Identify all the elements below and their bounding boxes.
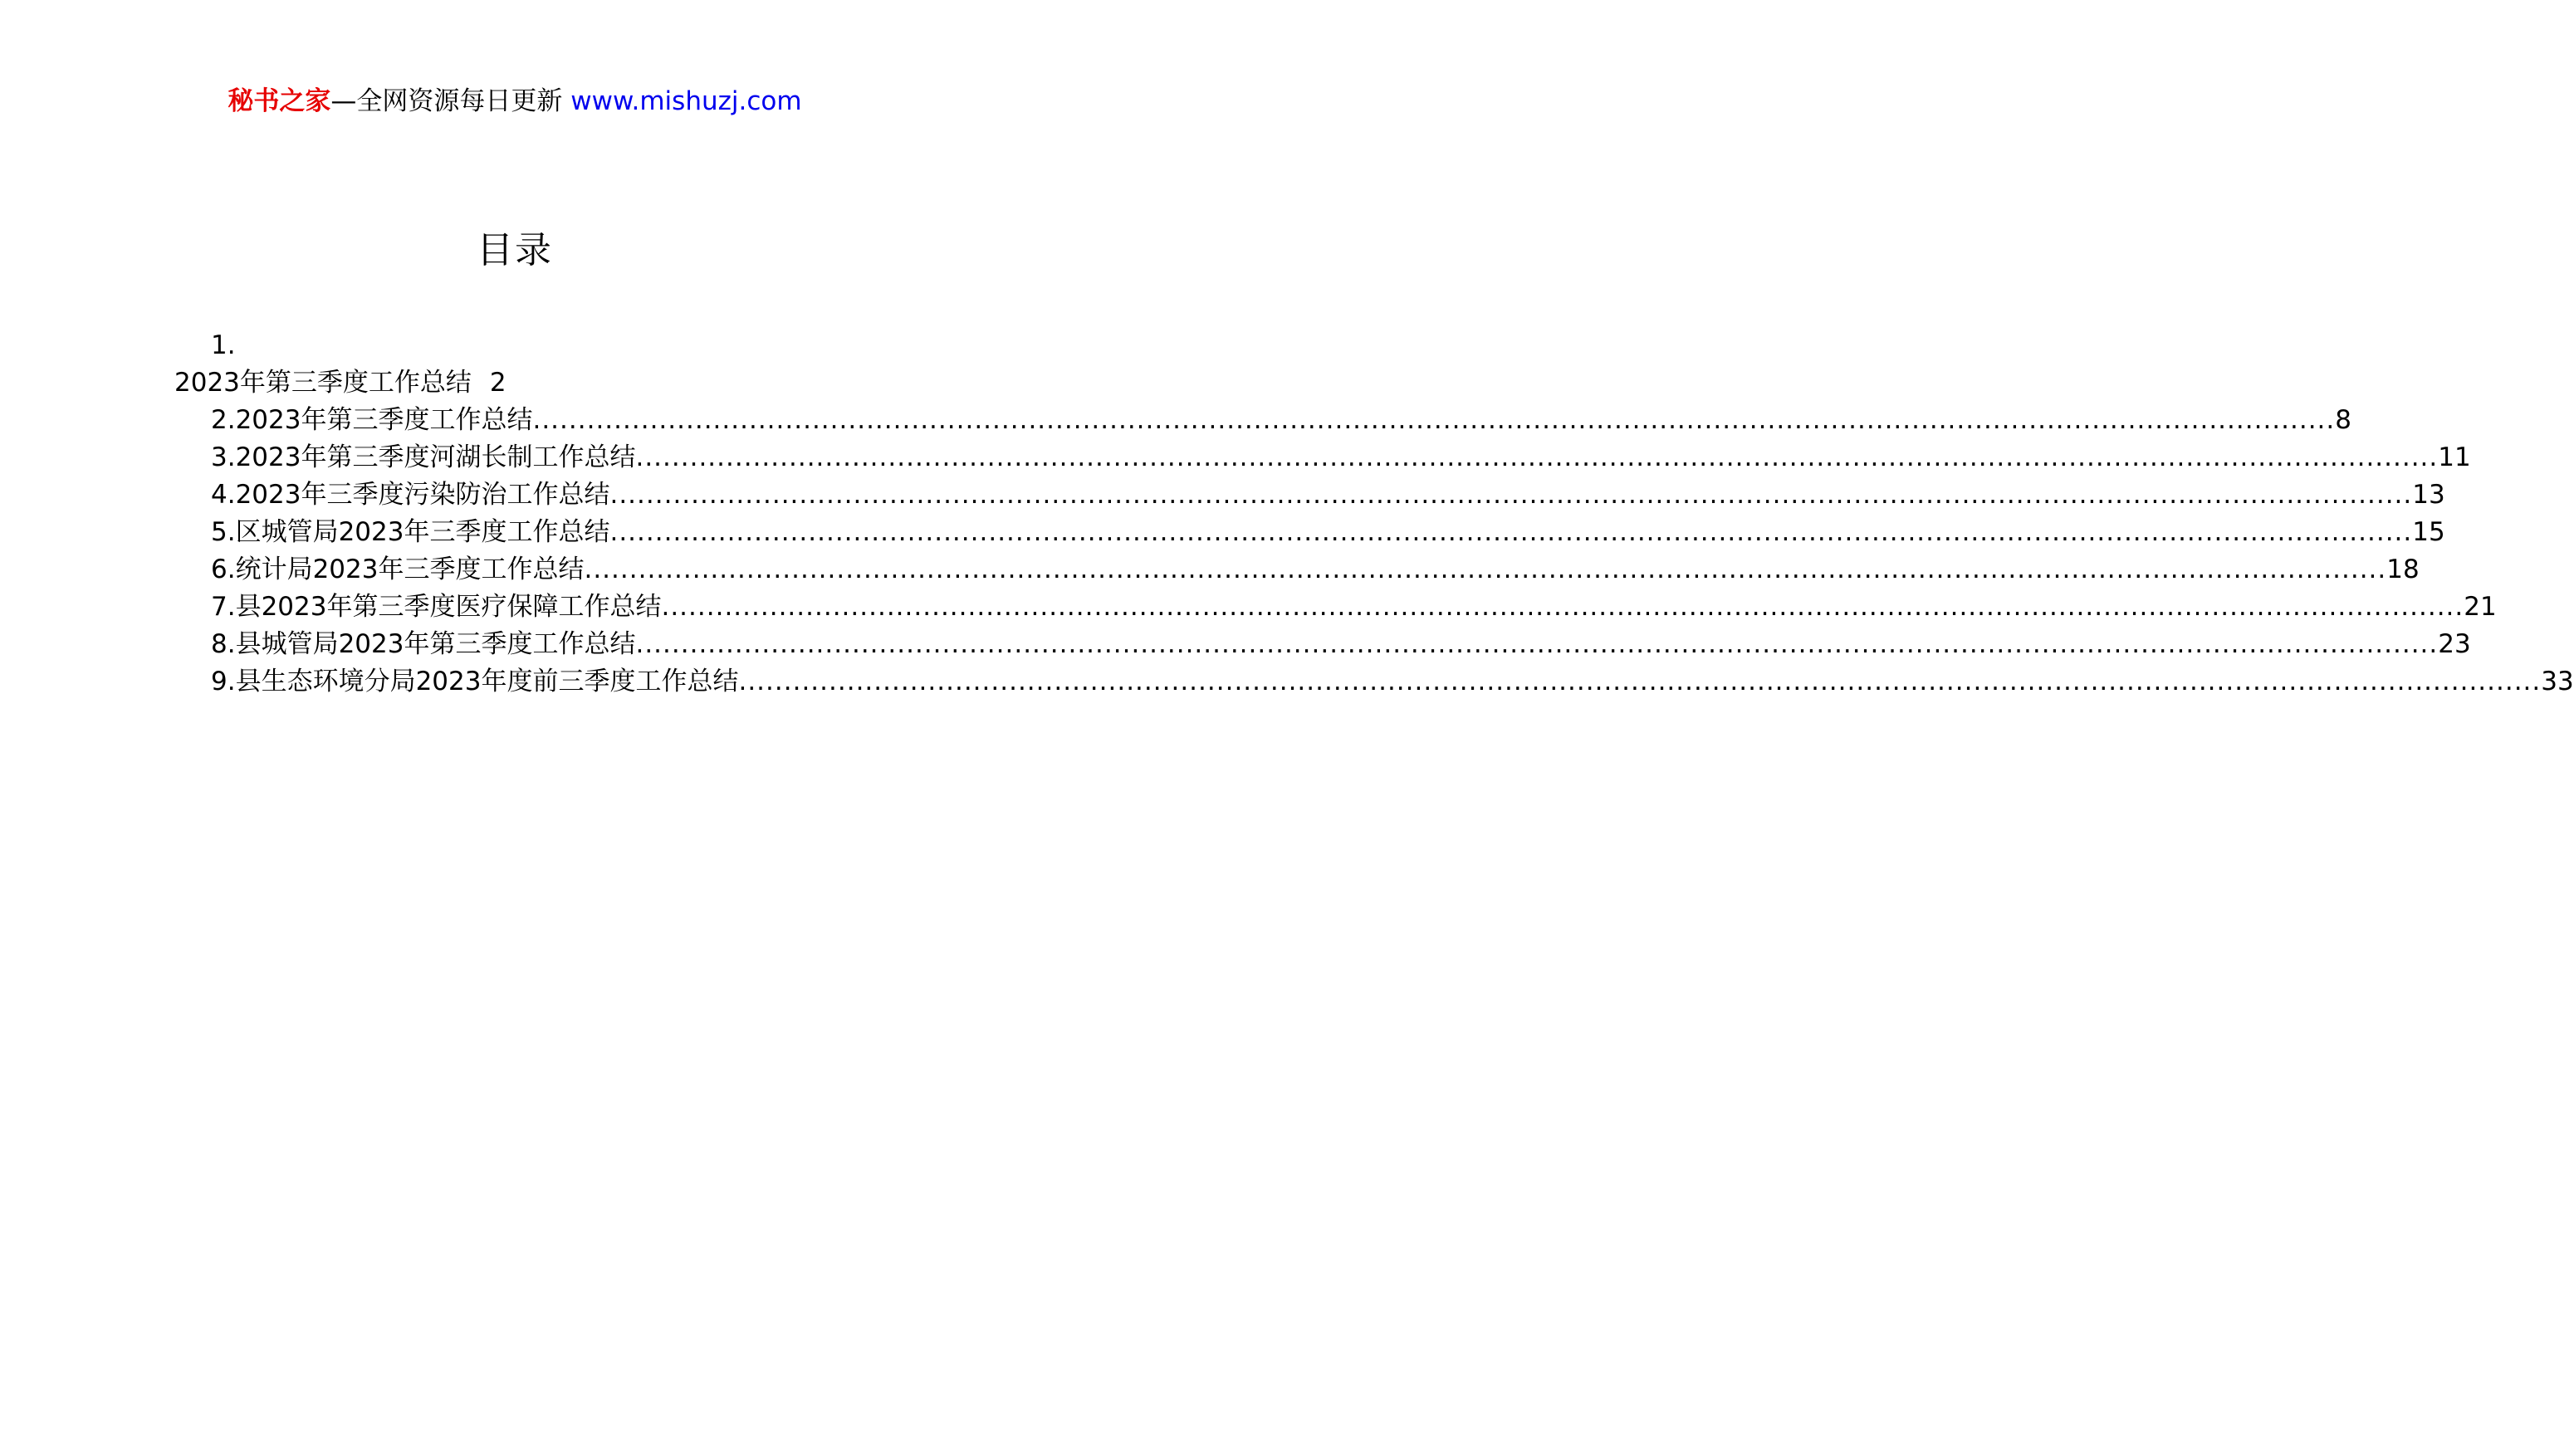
table-of-contents [174,326,2574,701]
toc-entry-1[interactable] [174,364,873,402]
toc-dot-leader: ........................................................................................................................................................................................................ [635,442,2439,472]
toc-entry[interactable] [174,589,2497,626]
toc-entry-list [174,402,2574,701]
toc-entry[interactable] [174,402,2352,439]
toc-dot-leader: ........................................................................................................................................................................................................ [635,629,2439,659]
toc-entry-page: 13 [2412,480,2445,510]
toc-entry-label: 5.区城管局2023年三季度工作总结 [211,517,610,547]
toc-entry[interactable] [174,476,2445,514]
toc-dot-leader: ........................................................................................................................................................................................................ [584,555,2387,584]
toc-entry[interactable] [174,626,2471,663]
toc-entry-page: 18 [2386,555,2420,584]
toc-entry-label: 6.统计局2023年三季度工作总结 [211,555,585,584]
toc-entry-1-page: 2 [489,368,506,398]
toc-entry[interactable] [174,514,2445,551]
toc-entry[interactable] [174,663,2574,701]
header-slogan: —全网资源每日更新 [330,86,563,116]
toc-dot-leader: ........................................................................................................................................................................................................ [532,405,2336,435]
toc-entry-page: 15 [2412,517,2445,547]
toc-dot-leader: ........................................................................................................................................................................................................ [609,517,2413,547]
toc-entry-label: 9.县生态环境分局2023年度前三季度工作总结 [211,667,739,696]
toc-entry-label: 7.县2023年第三季度医疗保障工作总结 [211,592,662,622]
toc-entry-page: 33 [2541,667,2574,696]
toc-entry-1-number[interactable]: 1. [211,330,236,360]
toc-entry-label: 2.2023年第三季度工作总结 [211,405,533,435]
toc-dot-leader: ........................................................................................................................................................................................................ [738,667,2542,696]
site-url-link[interactable]: www.mishuzj.com [570,86,802,116]
toc-entry-label: 3.2023年第三季度河湖长制工作总结 [211,442,636,472]
brand-name: 秘书之家 [228,86,331,116]
page-header [0,83,1030,120]
toc-entry-page: 8 [2335,405,2352,435]
toc-entry-page: 21 [2464,592,2497,622]
toc-entry-page: 23 [2438,629,2471,659]
toc-title: 目录 [477,229,553,271]
toc-entry-label: 4.2023年三季度污染防治工作总结 [211,480,610,510]
toc-entry-label: 8.县城管局2023年第三季度工作总结 [211,629,636,659]
toc-entry[interactable] [174,551,2420,589]
toc-entry[interactable] [174,439,2471,476]
toc-entry-page: 11 [2438,442,2471,472]
toc-entry-1-label: 2023年第三季度工作总结 [174,368,472,398]
toc-dot-leader: ........................................................................................................................................................................................................ [661,592,2464,622]
toc-dot-leader: ........................................................................................................................................................................................................ [609,480,2413,510]
